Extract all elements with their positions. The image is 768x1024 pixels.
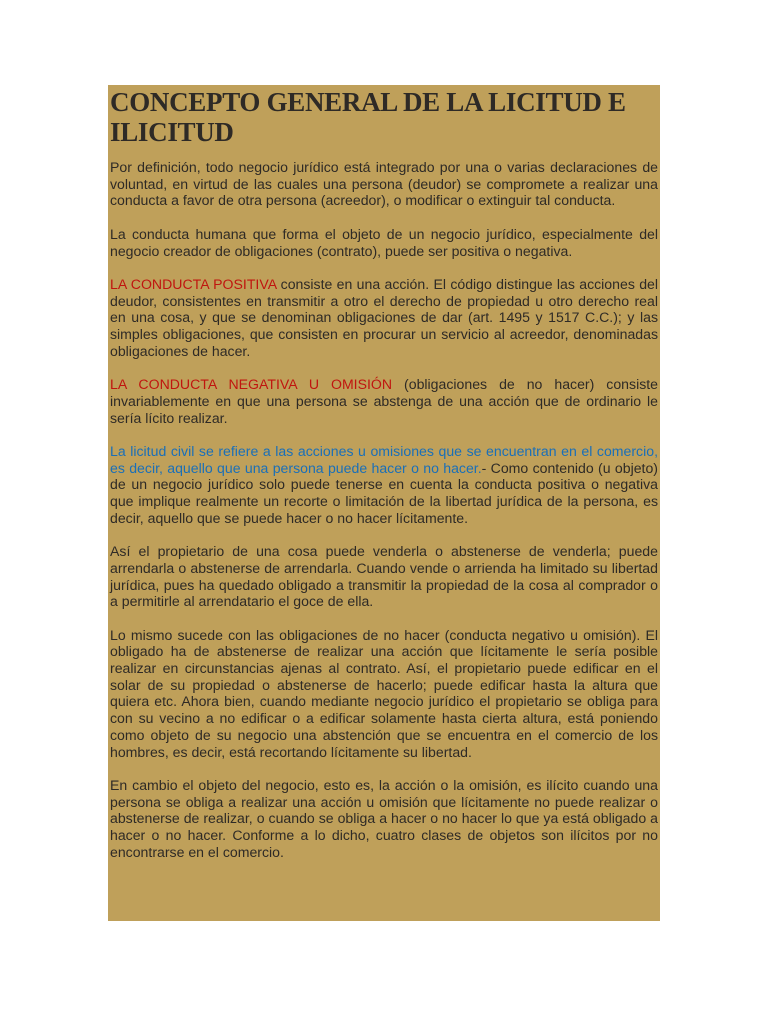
paragraph-conducta-negativa-text: (obligaciones de no hacer) consiste invariablemente en que una persona se abstenga de una acción que de ordinario le sería lícito realizar.: [110, 376, 658, 426]
highlight-licitud-civil: La licitud civil se refiere a las acciones u omisiones que se encuentran en el comercio, es decir, aquello que una persona puede hacer o no hacer.: [110, 442, 658, 476]
heading-conducta-negativa: LA CONDUCTA NEGATIVA U OMISIÓN: [110, 376, 393, 393]
paragraph-conducta-positiva: [110, 276, 658, 360]
paragraph-conducta-positiva-text: consiste en una acción. El código distingue las acciones del deudor, consistentes en transmitir a otro el derecho de propiedad u otro derecho real en una cosa, y que se denominan obligaciones de dar (art. 1495 y 1517 C.C.); y las simples obligaciones, que consisten en procurar un servicio al acreedor, denominadas obligaciones de hacer.: [110, 275, 658, 359]
paragraph-conducta-humana: La conducta humana que forma el objeto de un negocio jurídico, especialmente del negocio creador de obligaciones (contrato), puede ser positiva o negativa.: [110, 225, 658, 259]
paragraph-propietario: Así el propietario de una cosa puede venderla o abstenerse de venderla; puede arrendarla o abstenerse de arrendarla. Cuando vende o arrienda ha limitado su libertad jurídica, pues ha quedado obligado a transmitir la propiedad de la cosa al comprador o a permitirle al arrendatario el goce de ella.: [110, 543, 658, 610]
paragraph-no-hacer: Lo mismo sucede con las obligaciones de no hacer (conducta negativo u omisión). El obligado ha de abstenerse de realizar una acción que lícitamente le sería posible realizar en circunstancias ajenas al contrato. Así, el propietario puede edificar en el solar de su propiedad o abstenerse de hacerlo; puede edificar hasta la altura que quiera etc. Ahora bien, cuando mediante negocio jurídico el propietario se obliga para con su vecino a no edificar o a edificar solamente hasta cierta altura, está poniendo como objeto de su negocio una abstención que se encuentra en el comercio de los hombres, es decir, está recortando lícitamente su libertad.: [110, 626, 658, 760]
paragraph-objeto-ilicito: En cambio el objeto del negocio, esto es, la acción o la omisión, es ilícito cuando una persona se obliga a realizar una acción u omisión que lícitamente no puede realizar o abstenerse de realizar, o cuando se obliga a hacer o no hacer lo que ya está obligado a hacer o no hacer. Conforme a lo dicho, cuatro clases de objetos son ilícitos por no encontrarse en el comercio.: [110, 776, 658, 860]
paragraph-conducta-negativa: [110, 376, 658, 426]
heading-conducta-positiva: LA CONDUCTA POSITIVA: [110, 275, 277, 292]
paragraph-licitud-civil: [110, 443, 658, 527]
document-title: CONCEPTO GENERAL DE LA LICITUD E ILICITUD: [110, 87, 626, 147]
document-page: [108, 85, 660, 921]
paragraph-licitud-civil-text: - Como contenido (u objeto) de un negocio jurídico solo puede tenerse en cuenta la conducta positiva o negativa que implique realmente un recorte o limitación de la libertad jurídica de la persona, es decir, aquello que se puede hacer o no hacer lícitamente.: [110, 459, 658, 526]
paragraph-definition: Por definición, todo negocio jurídico está integrado por una o varias declaraciones de voluntad, en virtud de las cuales una persona (deudor) se compromete a realizar una conducta a favor de otra persona (acreedor), o modificar o extinguir tal conducta.: [110, 159, 658, 209]
